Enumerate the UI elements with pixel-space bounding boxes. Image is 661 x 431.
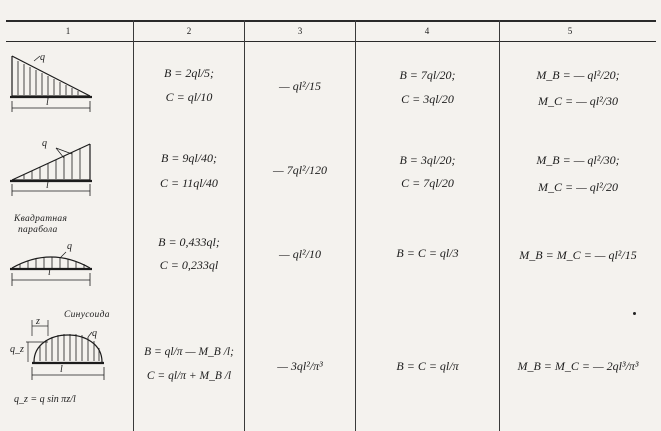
load-label-q-1: q <box>40 52 45 63</box>
row3-col2-line2: C = 0,233ql <box>159 258 219 272</box>
row1-col4-line2: C = 3ql/20 <box>401 92 454 106</box>
column-number-3: 3 <box>297 26 303 36</box>
row3-col4: B = C = ql/3 <box>396 246 459 260</box>
column-number-4: 4 <box>424 26 430 36</box>
column-number-5: 5 <box>567 26 573 36</box>
row1-col5-line1: M_B = — ql²/20; <box>536 68 620 82</box>
row3-col3: — ql²/10 <box>279 247 321 261</box>
row2-col4-line1: B = 3ql/20; <box>399 153 456 167</box>
column-number-2: 2 <box>186 26 192 36</box>
top-rule <box>6 20 656 22</box>
row3-col5: M_B = M_C = — ql²/15 <box>519 248 637 262</box>
row2-col2-line2: C = 11ql/40 <box>160 176 218 190</box>
load-label-q-2: q <box>42 138 47 149</box>
row1-col2-line2: C = ql/10 <box>165 90 213 104</box>
row1-col5-line2: M_C = — ql²/30 <box>537 94 619 108</box>
row1-col2-line1: B = 2ql/5; <box>163 66 215 80</box>
parabola-caption-line1: Квадратная <box>14 214 68 224</box>
span-label-l-3: l <box>48 267 51 278</box>
row2-col5-line1: M_B = — ql²/30; <box>536 153 620 167</box>
row2-col2-line1: B = 9ql/40; <box>160 151 218 165</box>
span-label-l-4: l <box>60 364 63 375</box>
row1-col4-line1: B = 7ql/20; <box>399 68 456 82</box>
z-label: z <box>36 316 40 327</box>
parabola-caption-line2: парабола <box>18 225 58 235</box>
load-label-q-4: q <box>92 328 97 339</box>
triangular-load-diagram-1 <box>8 52 98 120</box>
sinusoid-caption: Синусоида <box>64 310 110 320</box>
row1-col3: — ql²/15 <box>279 79 321 93</box>
row4-col2-line2: C = ql/π + M_B /l <box>146 370 232 382</box>
print-speck <box>633 312 636 315</box>
row4-col2-line1: B = ql/π — M_B /l; <box>144 346 234 358</box>
span-label-l-1: l <box>46 97 49 108</box>
row4-col5: M_B = M_C = — 2ql³/π³ <box>517 359 639 373</box>
sinusoid-formula: q_z = q sin πz/l <box>14 394 76 405</box>
load-label-q-3: q <box>67 241 72 252</box>
row4-col4: B = C = ql/π <box>396 359 459 373</box>
qz-label: q_z <box>10 344 24 355</box>
sinusoidal-load-diagram <box>8 316 118 388</box>
row4-col3: — 3ql²/π³ <box>277 359 323 373</box>
row2-col5-line2: M_C = — ql²/20 <box>537 180 619 194</box>
row3-col2-line1: B = 0,433ql; <box>158 235 220 249</box>
column-number-1: 1 <box>65 26 71 36</box>
row2-col4-line2: C = 7ql/20 <box>401 176 454 190</box>
row2-col3: — 7ql²/120 <box>273 163 327 177</box>
parabolic-load-diagram <box>8 244 98 292</box>
header-rule <box>6 41 656 42</box>
triangular-load-diagram-2 <box>8 140 98 202</box>
span-label-l-2: l <box>46 180 49 191</box>
